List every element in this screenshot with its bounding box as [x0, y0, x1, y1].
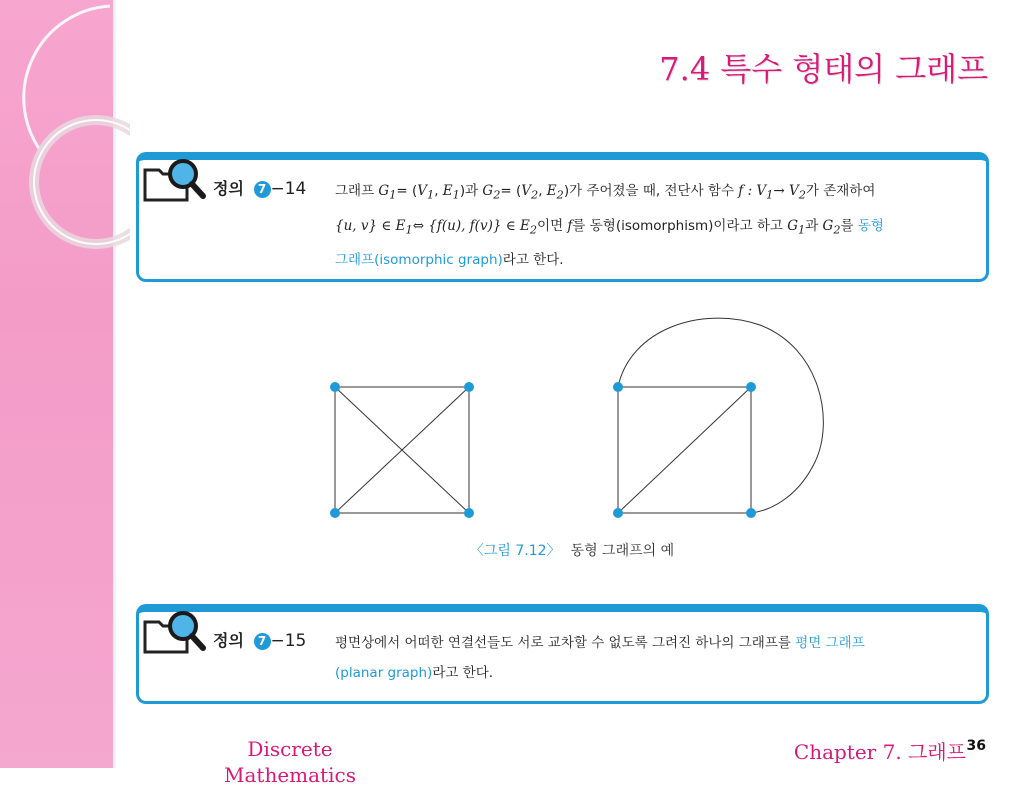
term-highlight: 평면 그래프: [795, 635, 865, 651]
definition-text: [335, 628, 968, 688]
definition-line-2: [335, 658, 968, 688]
term-highlight: 그래프(isomorphic graph): [335, 252, 503, 269]
text-run: 를 동형(isomorphism)이라고 하고: [572, 217, 788, 234]
definition-text: [335, 176, 968, 275]
math-sub: 2: [531, 188, 539, 202]
magnifier-folder-icon: [141, 608, 215, 668]
text-run: = (: [396, 183, 418, 199]
footer-course: [200, 736, 380, 788]
term-highlight: 동형: [857, 217, 884, 234]
vertex: [613, 382, 623, 392]
text-run: 과: [805, 217, 823, 234]
text-run: 를: [840, 217, 858, 234]
text-run: 이면: [537, 217, 568, 234]
definition-number: −14: [270, 179, 307, 199]
math-sub: 2: [493, 188, 501, 202]
math-sub: 1: [798, 223, 806, 237]
definition-label: [213, 176, 306, 199]
footer-course-line-1: Discrete: [247, 737, 333, 761]
math-sub: 1: [452, 188, 460, 202]
definition-box-7-14: [136, 152, 989, 282]
math-sub: 1: [389, 188, 397, 202]
sidebar-band: [0, 0, 113, 768]
sidebar-edge: [113, 0, 116, 768]
graph-right: [613, 318, 823, 518]
footer-course-line-2: Mathematics: [224, 763, 356, 787]
vertex: [330, 508, 340, 518]
vertex: [613, 508, 623, 518]
math-run: E: [546, 183, 557, 199]
vertex: [464, 508, 474, 518]
vertex: [464, 382, 474, 392]
math-sub: 2: [556, 188, 564, 202]
math-run: : V: [743, 183, 767, 199]
definition-label: [213, 628, 306, 651]
text-run: 그래프: [335, 183, 379, 199]
vertex: [746, 382, 756, 392]
page-number: 36: [966, 738, 986, 754]
definition-word: 정의: [213, 179, 244, 198]
text-run: 평면상에서 어떠한 연결선들도 서로 교차할 수 없도록 그려진 하나의 그래프를: [335, 635, 796, 651]
math-run: G: [822, 217, 834, 234]
definition-line-2: [335, 211, 968, 246]
text-run: 가 존재하여: [805, 183, 876, 199]
footer-chapter: Chapter 7. 그래프: [793, 740, 966, 764]
math-run: G: [787, 217, 799, 234]
term-highlight: (planar graph): [335, 665, 433, 681]
magnifier-folder-icon: [141, 156, 215, 216]
math-run: E: [442, 183, 453, 199]
definition-line-1: [335, 176, 968, 211]
math-sub: 2: [529, 223, 538, 237]
math-run: → V: [773, 183, 799, 199]
figure-label: 〈그림 7.12〉: [469, 543, 561, 559]
text-run: 라고 한다.: [502, 252, 564, 269]
figure-caption: [0, 540, 1024, 560]
definition-box-7-15: [136, 604, 989, 704]
isomorphic-graphs-figure: [300, 300, 860, 540]
math-sub: 2: [833, 223, 841, 237]
math-run: ⇔ {f(u), f(v)} ∈ E: [412, 217, 530, 234]
graph-left: [330, 382, 474, 518]
definition-line-1: [335, 628, 968, 658]
text-run: 라고 한다.: [432, 665, 494, 681]
text-run: )과: [459, 183, 483, 199]
text-run: )가 주어졌을 때, 전단사 함수: [563, 183, 739, 199]
text-run: ,: [538, 183, 547, 199]
math-sub: 1: [427, 188, 435, 202]
definition-line-3: [335, 245, 968, 275]
math-sub: 1: [766, 188, 774, 202]
chapter-badge: 7: [254, 633, 271, 650]
math-run: {u, v} ∈ E: [335, 217, 406, 234]
vertex: [330, 382, 340, 392]
edge: [618, 387, 751, 513]
figure-caption-text: 동형 그래프의 예: [570, 543, 675, 559]
math-run: f: [567, 217, 573, 234]
definition-number: −15: [270, 631, 307, 651]
definition-word: 정의: [213, 631, 244, 650]
math-run: G: [378, 183, 390, 199]
math-run: V: [521, 183, 532, 199]
chapter-badge: 7: [254, 181, 271, 198]
math-run: f: [738, 183, 744, 199]
math-sub: 2: [798, 188, 806, 202]
math-run: V: [417, 183, 428, 199]
text-run: ,: [434, 183, 443, 199]
math-sub: 1: [405, 223, 413, 237]
slide-title: 7.4 특수 형태의 그래프: [659, 50, 988, 88]
math-run: G: [482, 183, 494, 199]
vertex: [746, 508, 756, 518]
text-run: = (: [500, 183, 522, 199]
